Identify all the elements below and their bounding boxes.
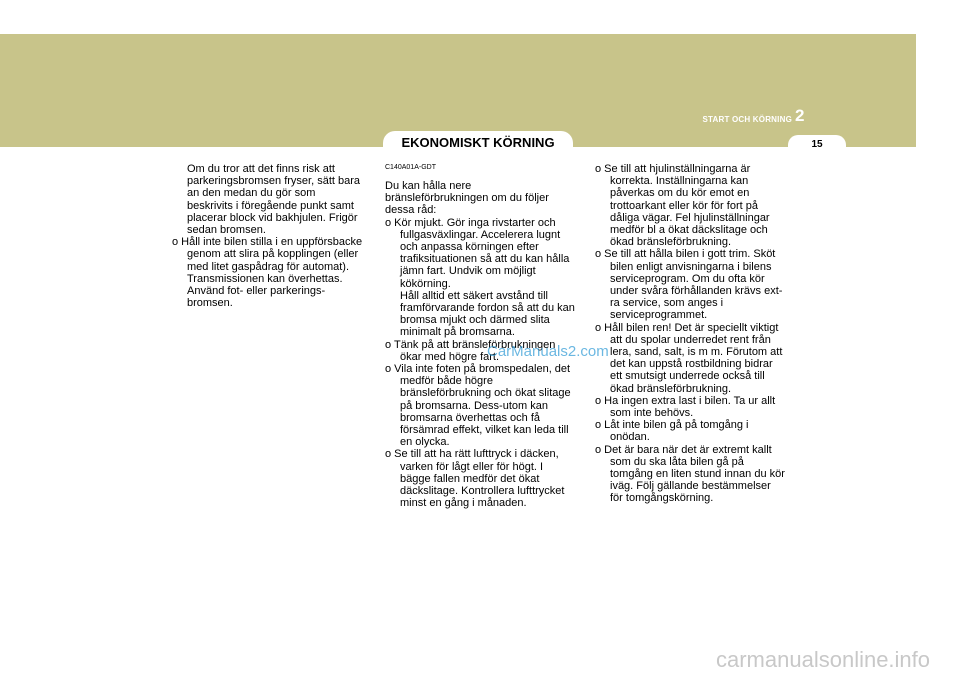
list-item: o Tänk på att bränsleförbrukningen ökar med högre fart. — [385, 338, 556, 363]
section-code: C140A01A-GDT — [385, 164, 436, 171]
list-item: o Se till att hjulinställningarna är korrekta. Inställningarna kan påverkas om du kör emot en trottoarkant eller kör för fort på dåliga vägar. Fel hjulinställningar medför bl a ökat däckslitage och ökad bränsleförbrukning. — [595, 163, 770, 249]
column-middle — [385, 163, 575, 509]
list-item: o Se till att ha rätt lufttryck i däcken, varken för lågt eller för högt. I bägge fallen medför det ökat däckslitage. Kontrollera lufttrycket minst en gång i månaden. — [385, 448, 565, 510]
column-left — [172, 163, 364, 309]
list-item: o Kör mjukt. Gör inga rivstarter och fullgasväxlingar. Accelerera lugnt och anpassa körningen efter trafiksituationen så att du kan hålla jämn fart. Undvik om möjligt kökörning. — [385, 216, 570, 290]
list-item: o Låt inte bilen gå på tomgång i onödan. — [595, 419, 749, 444]
chapter-number: 2 — [795, 106, 805, 125]
intro-paragraph: Du kan hålla nere bränsleförbrukningen om du följer dessa råd: — [385, 180, 549, 217]
list-item: o Se till att hålla bilen i gott trim. Sköt bilen enligt anvisningarna i bilens serviceprogram. Om du ofta kör under svåra förhållanden krävs ext-ra service, som anges i serviceprogrammet. — [595, 248, 783, 322]
list-item: o Ha ingen extra last i bilen. Ta ur allt som inte behövs. — [595, 394, 776, 420]
footer-watermark: carmanualsonline.info — [716, 647, 931, 672]
section-title: EKONOMISKT KÖRNING — [383, 131, 573, 155]
list-item: o Håll bilen ren! Det är speciellt viktigt att du spolar underredet rent från lera, sand, salt, is m m. Förutom att det kan uppstå rostbildning bidrar ett smutsigt underrede också till ökad bränsleförbrukning. — [595, 321, 783, 395]
list-item: o Vila inte foten på bromspedalen, det medför både högre bränsleförbrukning och ökat slitage på bromsarna. Dess-utom kan bromsarna överhettas och få försämrad effekt, vilket kan leda till en olycka. — [385, 363, 571, 449]
column-right — [595, 163, 785, 505]
list-item: o Det är bara när det är extremt kallt som du ska låta bilen gå på tomgång en liten stund innan du kör iväg. Följ gällande bestämmelser för tomgångskörning. — [595, 443, 785, 505]
page-number: 15 — [788, 135, 846, 155]
watermark-link[interactable]: CarManuals2.com — [487, 343, 609, 360]
list-item: o Håll inte bilen stilla i en uppförsbacke genom att slira på kopplingen (eller med litet gaspådrag för automat). Transmissionen kan överhettas. Använd fot- eller parkerings-bromsen. — [172, 236, 363, 310]
paragraph: Om du tror att det finns risk att parkeringsbromsen fryser, sätt bara an den medan du gör som beskrivits i föregående punkt samt placerar block vid bakhjulen. Frigör sedan bromsen. — [187, 163, 361, 237]
list-item-continuation: Håll alltid ett säkert avstånd till framförvarande fordon så att du kan bromsa mjukt och därmed slita minimalt på bromsarna. — [400, 289, 575, 339]
chapter-title: START OCH KÖRNING — [702, 115, 792, 124]
